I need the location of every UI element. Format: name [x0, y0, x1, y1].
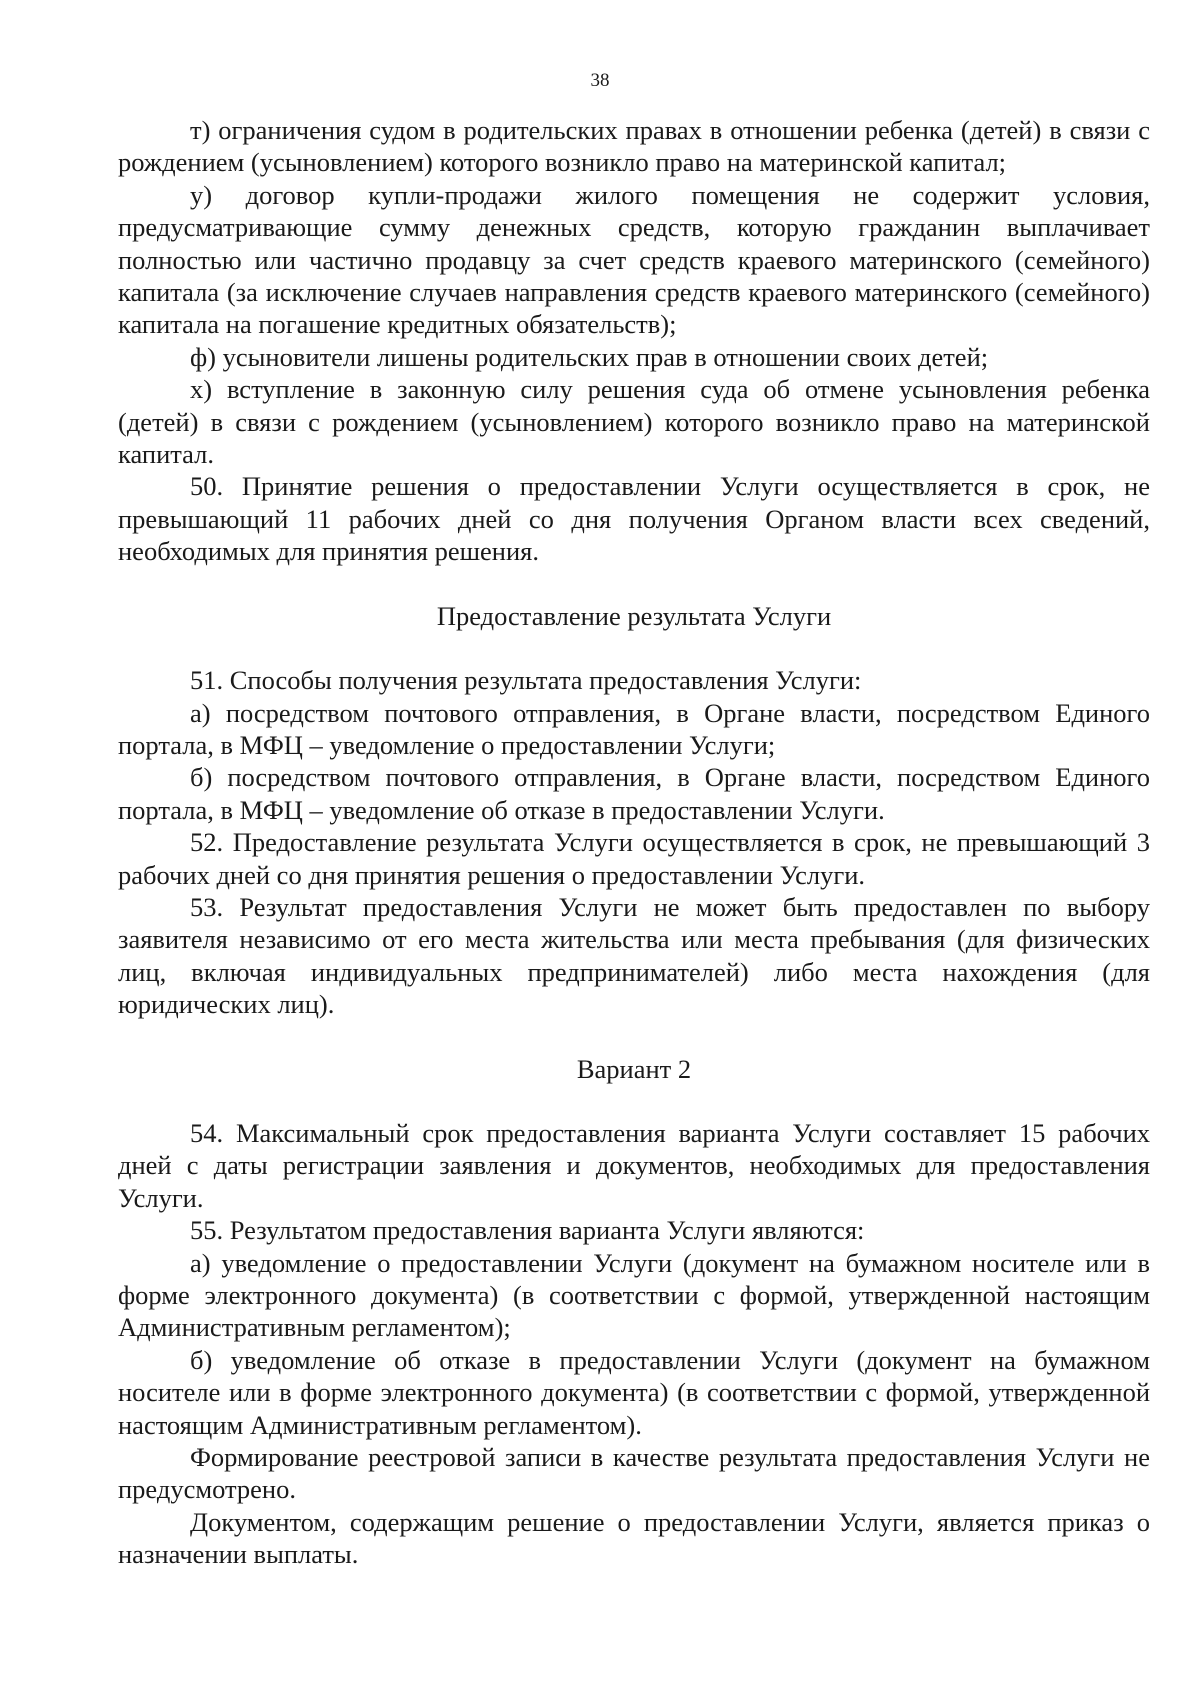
- paragraph: у) договор купли-продажи жилого помещения не содержит условия, предусматривающие сумму денежных средств, которую гражданин выплачивает полностью или частично продавцу за счет средств краевого материнского (семейного) капитала (за исключение случаев направления средств краевого материнского (семейного) капитала на погашение кредитных обязательств);: [118, 179, 1150, 340]
- section-spacer: [118, 568, 1150, 600]
- paragraph: 55. Результатом предоставления варианта Услуги являются:: [190, 1215, 865, 1246]
- section-spacer: [118, 632, 1150, 664]
- paragraph: Формирование реестровой записи в качестве результата предоставления Услуги не предусмотрено.: [118, 1442, 1150, 1505]
- paragraph: х) вступление в законную силу решения суда об отмене усыновления ребенка (детей) в связи с рождением (усыновлением) которого возникло право на материнской капитал.: [118, 374, 1150, 470]
- paragraph: б) уведомление об отказе в предоставлении Услуги (документ на бумажном носителе или в форме электронного документа) (в соответствии с формой, утвержденной настоящим Административным регламентом).: [118, 1344, 1150, 1440]
- paragraph: б) посредством почтового отправления, в Органе власти, посредством Единого портала, в МФЦ – уведомление об отказе в предоставлении Услуги.: [118, 762, 1150, 825]
- paragraph: 51. Способы получения результата предоставления Услуги:: [190, 665, 862, 696]
- paragraph: 50. Принятие решения о предоставлении Услуги осуществляется в срок, не превышающий 11 рабочих дней со дня получения Органом власти всех сведений, необходимых для принятия решения.: [118, 471, 1150, 567]
- document-body: [118, 114, 1150, 1571]
- paragraph: 53. Результат предоставления Услуги не может быть предоставлен по выбору заявителя независимо от его места жительства или места пребывания (для физических лиц, включая индивидуальных предпринимателей) либо места нахождения (для юридических лиц).: [118, 891, 1150, 1020]
- paragraph: Документом, содержащим решение о предоставлении Услуги, является приказ о назначении выплаты.: [118, 1506, 1150, 1570]
- section-heading: Вариант 2: [576, 1053, 692, 1084]
- paragraph: т) ограничения судом в родительских правах в отношении ребенка (детей) в связи с рождением (усыновлением) которого возникло право на материнской капитал;: [118, 115, 1150, 178]
- section-spacer: [118, 1085, 1150, 1117]
- section-heading: Предоставление результата Услуги: [436, 600, 832, 631]
- paragraph: 52. Предоставление результата Услуги осуществляется в срок, не превышающий 3 рабочих дней со дня принятия решения о предоставлении Услуги.: [118, 827, 1150, 890]
- paragraph: ф) усыновители лишены родительских прав в отношении своих детей;: [190, 341, 989, 372]
- paragraph: а) уведомление о предоставлении Услуги (документ на бумажном носителе или в форме электронного документа) (в соответствии с формой, утвержденной настоящим Административным регламентом);: [118, 1247, 1150, 1343]
- paragraph: а) посредством почтового отправления, в Органе власти, посредством Единого портала, в МФЦ – уведомление о предоставлении Услуги;: [118, 697, 1150, 760]
- page-number: 38: [590, 70, 610, 91]
- section-spacer: [118, 1021, 1150, 1053]
- paragraph: 54. Максимальный срок предоставления варианта Услуги составляет 15 рабочих дней с даты регистрации заявления и документов, необходимых для предоставления Услуги.: [118, 1117, 1150, 1213]
